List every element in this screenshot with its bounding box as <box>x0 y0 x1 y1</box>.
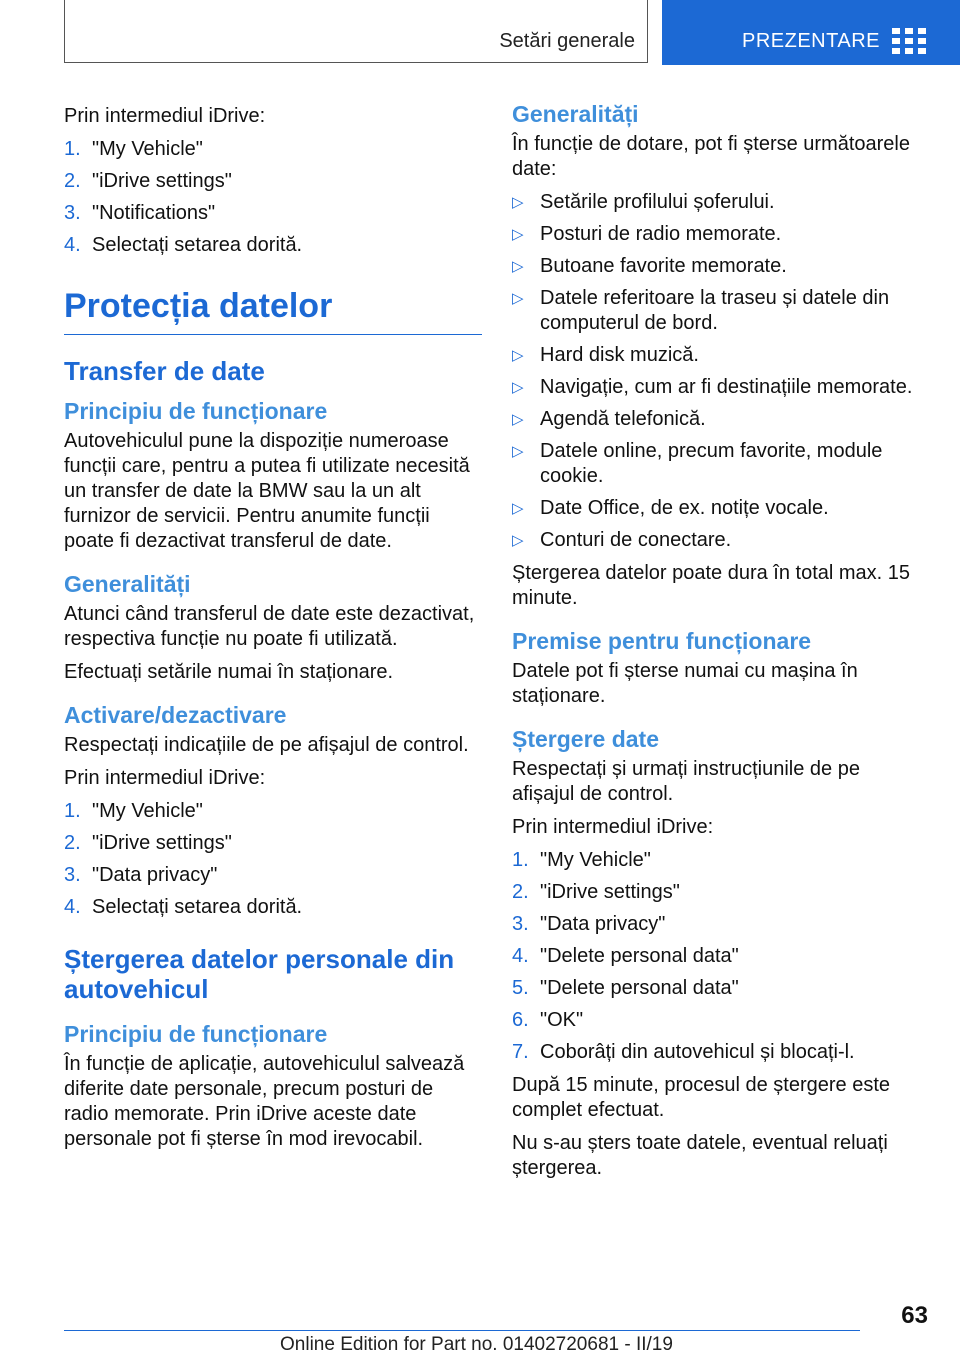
header-section-box <box>64 0 648 63</box>
triangle-bullet-icon: ▷ <box>512 532 524 549</box>
list-item <box>512 222 924 247</box>
list-item <box>512 944 924 969</box>
bullet-text: Conturi de conectare. <box>540 529 732 551</box>
steps-list-privacy <box>64 799 482 920</box>
step-number: 6. <box>512 1009 529 1031</box>
bullet-text: Date Office, de ex. notițe vocale. <box>540 497 829 519</box>
list-item <box>512 407 924 432</box>
generalitati-text-2: Efectuați setările numai în staționare. <box>64 661 394 683</box>
list-item <box>512 496 924 521</box>
bullet-text: Setările profilului șoferului. <box>540 191 775 213</box>
triangle-bullet-icon: ▷ <box>512 379 524 396</box>
step-number: 3. <box>512 913 529 935</box>
step-number: 7. <box>512 1041 529 1063</box>
step-text: Selectați setarea dorită. <box>92 896 303 918</box>
step-text: "Notifications" <box>92 202 216 224</box>
steps-list-notifications <box>64 137 482 258</box>
steps-list-delete <box>512 848 924 1065</box>
list-item <box>512 254 924 279</box>
list-item <box>64 233 482 258</box>
list-item <box>512 880 924 905</box>
step-number: 1. <box>64 800 81 822</box>
heading-generalitati: Generalități <box>64 571 191 597</box>
step-number: 2. <box>64 170 81 192</box>
principiu-2-text: În funcție de aplicație, autovehiculul salvează diferite date personale, precum posturi de radio memorate. Prin iDrive aceste date personale pot fi șterse în mod irevocabil. <box>64 1053 465 1150</box>
list-item <box>512 1008 924 1033</box>
step-number: 5. <box>512 977 529 999</box>
triangle-bullet-icon: ▷ <box>512 258 524 275</box>
step-number: 3. <box>64 864 81 886</box>
step-text: "iDrive settings" <box>540 881 680 903</box>
list-item <box>512 912 924 937</box>
generalitati-text-1: Atunci când transferul de date este dezactivat, respectiva funcție nu poate fi utilizată. <box>64 603 475 650</box>
step-number: 1. <box>512 849 529 871</box>
heading-stergere-date: Ștergere date <box>512 726 660 752</box>
list-item <box>64 863 482 888</box>
bullet-text: Navigație, cum ar fi destinațiile memorate. <box>540 376 913 398</box>
step-number: 2. <box>64 832 81 854</box>
triangle-bullet-icon: ▷ <box>512 194 524 211</box>
list-item <box>64 895 482 920</box>
step-text: "iDrive settings" <box>92 170 232 192</box>
heading-principiu: Principiu de funcționare <box>64 398 328 424</box>
triangle-bullet-icon: ▷ <box>512 443 524 460</box>
heading-principiu-2: Principiu de funcționare <box>64 1021 328 1047</box>
list-item <box>512 375 924 400</box>
header-chapter-title: PREZENTARE <box>742 30 880 52</box>
list-item <box>64 799 482 824</box>
bullet-text: Butoane favorite memorate. <box>540 255 787 277</box>
step-text: "Delete personal data" <box>540 945 739 967</box>
list-item <box>512 343 924 368</box>
list-item <box>64 169 482 194</box>
footer-divider <box>64 1330 860 1331</box>
step-number: 3. <box>64 202 81 224</box>
list-item <box>64 201 482 226</box>
principiu-text: Autovehiculul pune la dispoziție numeroase funcții care, pentru a putea fi utilizate necesită un transfer de date la BMW sau la un alt furnizor de servicii. Pentru anumite funcții poate fi dezactivat transferul de date. <box>64 430 470 552</box>
activare-text-1: Respectați indicațiile de pe afișajul de control. <box>64 734 469 756</box>
step-number: 4. <box>64 896 81 918</box>
triangle-bullet-icon: ▷ <box>512 500 524 517</box>
triangle-bullet-icon: ▷ <box>512 290 524 307</box>
deletable-data-list <box>512 190 924 553</box>
list-item <box>512 1040 924 1065</box>
section-title: Protecția datelor <box>64 286 482 335</box>
step-text: Selectați setarea dorită. <box>92 234 303 256</box>
list-item <box>512 976 924 1001</box>
page-number: 63 <box>901 1302 928 1329</box>
stergere-text-1: Respectați și urmați instrucțiunile de pe afișajul de control. <box>512 758 860 805</box>
step-text: "OK" <box>540 1009 584 1031</box>
step-number: 4. <box>64 234 81 256</box>
heading-activare: Activare/dezactivare <box>64 702 287 728</box>
step-number: 4. <box>512 945 529 967</box>
list-item <box>512 848 924 873</box>
premise-text: Datele pot fi șterse numai cu mașina în staționare. <box>512 660 858 707</box>
bullet-text: Datele referitoare la traseu și datele din computerul de bord. <box>540 287 890 334</box>
footer-edition: Online Edition for Part no. 01402720681 - II/19 <box>280 1334 673 1355</box>
heading-generalitati-right: Generalități <box>512 101 639 127</box>
step-text: "My Vehicle" <box>540 849 651 871</box>
activare-text-2: Prin intermediul iDrive: <box>64 767 266 789</box>
end-text-1: După 15 minute, procesul de ștergere este complet efectuat. <box>512 1074 890 1121</box>
bullet-text: Datele online, precum favorite, module cookie. <box>540 440 883 487</box>
bullet-text: Hard disk muzică. <box>540 344 699 366</box>
list-item <box>64 831 482 856</box>
heading-stergere-personale: Ștergerea datelor personale din autovehicul <box>64 944 455 1004</box>
heading-premise: Premise pentru funcționare <box>512 628 812 654</box>
end-text-2: Nu s-au șters toate datele, eventual reluați ștergerea. <box>512 1132 888 1179</box>
step-text: "Delete personal data" <box>540 977 739 999</box>
list-item <box>512 528 924 553</box>
triangle-bullet-icon: ▷ <box>512 411 524 428</box>
list-item <box>512 439 924 489</box>
step-number: 1. <box>64 138 81 160</box>
stergere-text-2: Prin intermediul iDrive: <box>512 816 714 838</box>
list-item <box>512 286 924 336</box>
triangle-bullet-icon: ▷ <box>512 347 524 364</box>
intro-text: Prin intermediul iDrive: <box>64 105 266 127</box>
right-column <box>512 100 924 1189</box>
list-item <box>512 190 924 215</box>
bullet-text: Agendă telefonică. <box>540 408 706 430</box>
bullet-text: Posturi de radio memorate. <box>540 223 782 245</box>
step-text: "Data privacy" <box>540 913 666 935</box>
step-text: "Data privacy" <box>92 864 218 886</box>
header-section-title: Setări generale <box>499 30 635 52</box>
heading-transfer: Transfer de date <box>64 356 265 386</box>
step-text: Coborâți din autovehicul și blocați-l. <box>540 1041 855 1063</box>
generalitati-right-text: În funcție de dotare, pot fi șterse următoarele date: <box>512 133 910 180</box>
list-item <box>64 137 482 162</box>
grid-icon <box>892 28 926 54</box>
step-number: 2. <box>512 881 529 903</box>
duration-text: Ștergerea datelor poate dura în total max. 15 minute. <box>512 562 911 609</box>
header-chapter-tab[interactable] <box>662 0 960 65</box>
left-column <box>64 104 482 1160</box>
triangle-bullet-icon: ▷ <box>512 226 524 243</box>
step-text: "My Vehicle" <box>92 138 203 160</box>
step-text: "iDrive settings" <box>92 832 232 854</box>
step-text: "My Vehicle" <box>92 800 203 822</box>
